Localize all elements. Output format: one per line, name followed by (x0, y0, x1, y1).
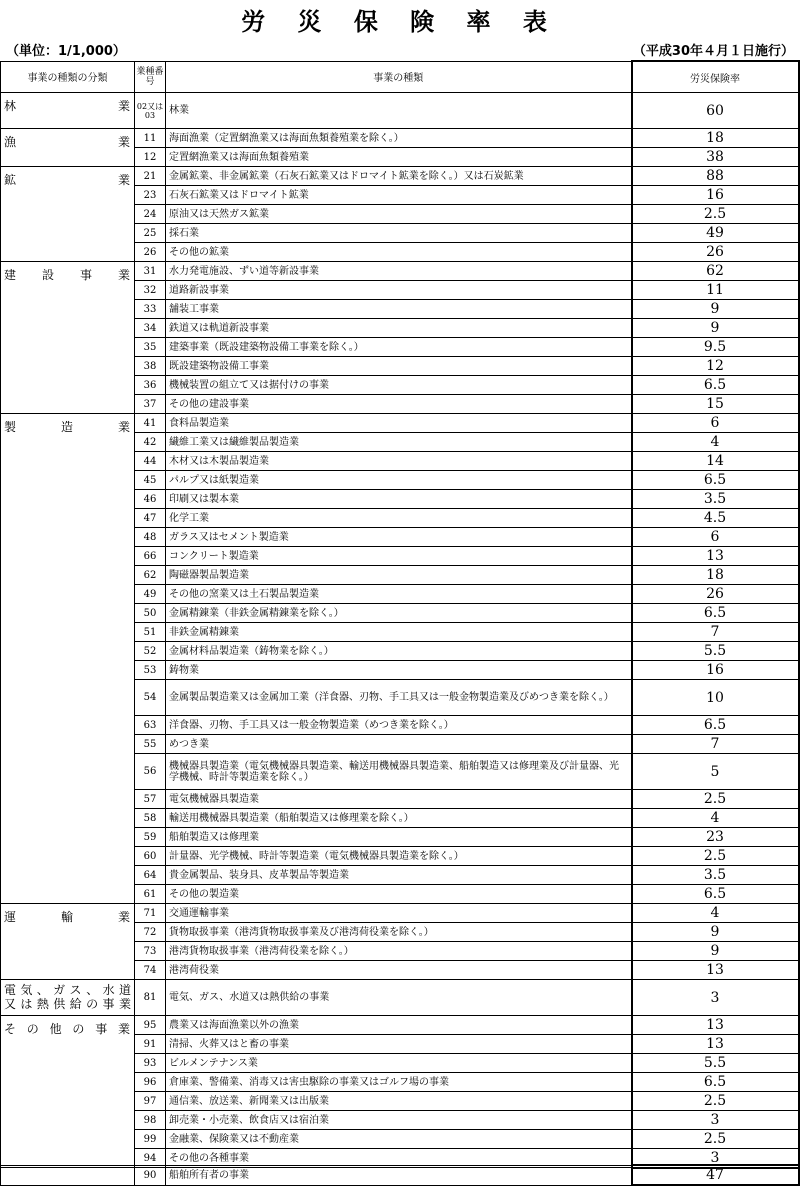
business-name: 林業 (166, 93, 632, 129)
table-row (1, 129, 799, 148)
rate-value: 3.5 (632, 490, 799, 509)
business-code: 54 (135, 680, 166, 716)
category-char: 事 (79, 268, 92, 282)
business-code: 45 (135, 471, 166, 490)
business-code: 24 (135, 205, 166, 224)
business-name: 陶磁器製品製造業 (166, 566, 632, 585)
business-name: 海面漁業（定置網漁業又は海面魚類養殖業を除く。） (166, 129, 632, 148)
rate-value: 6.5 (632, 716, 799, 735)
business-code: 02又は03 (135, 93, 166, 129)
business-name: その他の窯業又は土石製品製造業 (166, 585, 632, 604)
rate-value: 60 (632, 93, 799, 129)
footer-rate: 47 (632, 1165, 799, 1185)
rate-value: 6.5 (632, 376, 799, 395)
business-code: 60 (135, 847, 166, 866)
rate-value: 5 (632, 754, 799, 790)
business-code: 74 (135, 961, 166, 980)
category-char: 業 (117, 420, 130, 434)
business-name: ビルメンテナンス業 (166, 1054, 632, 1073)
rate-value: 4 (632, 904, 799, 923)
category-label-line: 又は熱供給の事業 (4, 997, 131, 1011)
footer-category-blank (1, 1165, 135, 1185)
business-code: 36 (135, 376, 166, 395)
business-code: 52 (135, 642, 166, 661)
rate-value: 3 (632, 980, 799, 1016)
business-code: 66 (135, 547, 166, 566)
category-cell (1, 904, 135, 980)
business-name: 計量器、光学機械、時計等製造業（電気機械器具製造業を除く。） (166, 847, 632, 866)
category-label (1, 268, 134, 282)
business-name: 舗装工事業 (166, 300, 632, 319)
business-code: 35 (135, 338, 166, 357)
category-label (1, 135, 134, 149)
business-name: 清掃、火葬又はと畜の事業 (166, 1035, 632, 1054)
business-name: 鉄道又は軌道新設事業 (166, 319, 632, 338)
business-name: 倉庫業、警備業、消毒又は害虫駆除の事業又はゴルフ場の事業 (166, 1073, 632, 1092)
category-char: 事 (95, 1022, 108, 1036)
business-name: 機械装置の組立て又は据付けの事業 (166, 376, 632, 395)
business-code: 57 (135, 790, 166, 809)
business-name: 化学工業 (166, 509, 632, 528)
business-code: 51 (135, 623, 166, 642)
footer-name: 船舶所有者の事業 (166, 1165, 632, 1185)
business-code: 93 (135, 1054, 166, 1073)
header-category: 事業の種類の分類 (1, 61, 135, 93)
business-name: 定置網漁業又は海面魚類養殖業 (166, 148, 632, 167)
business-code: 33 (135, 300, 166, 319)
rate-value: 5.5 (632, 642, 799, 661)
category-char: 業 (117, 173, 130, 187)
rate-value: 2.5 (632, 847, 799, 866)
rate-value: 15 (632, 395, 799, 414)
rate-value: 38 (632, 148, 799, 167)
rate-value: 6.5 (632, 471, 799, 490)
rate-value: 18 (632, 129, 799, 148)
table-row (1, 262, 799, 281)
rate-value: 16 (632, 661, 799, 680)
business-name: 原油又は天然ガス鉱業 (166, 205, 632, 224)
business-name: 船舶製造又は修理業 (166, 828, 632, 847)
business-code: 94 (135, 1149, 166, 1168)
rate-value: 7 (632, 735, 799, 754)
business-code: 31 (135, 262, 166, 281)
business-name: 食料品製造業 (166, 414, 632, 433)
category-label (1, 1022, 134, 1036)
rate-value: 9.5 (632, 338, 799, 357)
rate-value: 13 (632, 1035, 799, 1054)
business-name: その他の鉱業 (166, 243, 632, 262)
business-name: コンクリート製造業 (166, 547, 632, 566)
business-name: 金融業、保険業又は不動産業 (166, 1130, 632, 1149)
business-code: 53 (135, 661, 166, 680)
business-name: 印刷又は製本業 (166, 490, 632, 509)
category-label (1, 99, 134, 113)
business-name: 港湾貨物取扱事業（港湾荷役業を除く。） (166, 942, 632, 961)
business-name: パルプ又は紙製造業 (166, 471, 632, 490)
unit-note: （単位：1/1,000） (6, 44, 126, 59)
business-code: 56 (135, 754, 166, 790)
category-char: 業 (117, 99, 130, 113)
category-char: 造 (60, 420, 73, 434)
rate-value: 6 (632, 414, 799, 433)
business-code: 73 (135, 942, 166, 961)
business-code: 23 (135, 186, 166, 205)
business-code: 72 (135, 923, 166, 942)
table-row (1, 93, 799, 129)
business-name: その他の建設事業 (166, 395, 632, 414)
rate-value: 10 (632, 680, 799, 716)
business-code: 63 (135, 716, 166, 735)
business-name: 通信業、放送業、新聞業又は出版業 (166, 1092, 632, 1111)
category-char: 漁 (4, 135, 17, 149)
business-code: 44 (135, 452, 166, 471)
footer-code: 90 (135, 1165, 166, 1185)
category-char: の (26, 1022, 39, 1036)
business-name: 機械器具製造業（電気機械器具製造業、輸送用機械器具製造業、船舶製造又は修理業及び計量器、光学機械、時計等製造業を除く。） (166, 754, 632, 790)
business-code: 95 (135, 1016, 166, 1035)
business-name: 交通運輸事業 (166, 904, 632, 923)
category-cell (1, 129, 135, 167)
rate-value: 4.5 (632, 509, 799, 528)
business-name: 金属鉱業、非金属鉱業（石灰石鉱業又はドロマイト鉱業を除く。）又は石炭鉱業 (166, 167, 632, 186)
table-row (1, 414, 799, 433)
business-code: 47 (135, 509, 166, 528)
business-name: 洋食器、刃物、手工具又は一般金物製造業（めつき業を除く。） (166, 716, 632, 735)
effective-date: （平成30年４月１日施行） (632, 44, 794, 59)
rate-value: 26 (632, 243, 799, 262)
business-name: 電気機械器具製造業 (166, 790, 632, 809)
business-code: 49 (135, 585, 166, 604)
business-code: 21 (135, 167, 166, 186)
business-code: 26 (135, 243, 166, 262)
category-char: そ (4, 1022, 17, 1036)
business-code: 59 (135, 828, 166, 847)
footer-table (0, 1164, 800, 1186)
business-name: めつき業 (166, 735, 632, 754)
rate-table-body (1, 93, 799, 1168)
rate-value: 3.5 (632, 866, 799, 885)
category-char: 設 (41, 268, 54, 282)
business-name: 採石業 (166, 224, 632, 243)
business-name: 金属製品製造業又は金属加工業（洋食器、刃物、手工具又は一般金物製造業及びめつき業を除く。） (166, 680, 632, 716)
business-code: 25 (135, 224, 166, 243)
category-char: 製 (4, 420, 17, 434)
rate-value: 13 (632, 961, 799, 980)
business-name: 既設建築物設備工事業 (166, 357, 632, 376)
category-cell (1, 167, 135, 262)
category-cell (1, 414, 135, 904)
rate-value: 4 (632, 809, 799, 828)
rate-table (0, 60, 800, 1169)
category-char: 鉱 (4, 173, 17, 187)
table-row (1, 1165, 799, 1185)
rate-value: 13 (632, 547, 799, 566)
rate-value: 9 (632, 300, 799, 319)
rate-value: 16 (632, 186, 799, 205)
business-code: 48 (135, 528, 166, 547)
business-code: 34 (135, 319, 166, 338)
rate-value: 6.5 (632, 885, 799, 904)
business-name: 木材又は木製品製造業 (166, 452, 632, 471)
business-name: 港湾荷役業 (166, 961, 632, 980)
business-code: 55 (135, 735, 166, 754)
category-char: 業 (117, 268, 130, 282)
category-char: 運 (4, 910, 17, 924)
rate-value: 6.5 (632, 1073, 799, 1092)
business-code: 91 (135, 1035, 166, 1054)
rate-value: 3 (632, 1149, 799, 1168)
category-label (1, 173, 134, 187)
rate-value: 6 (632, 528, 799, 547)
business-code: 96 (135, 1073, 166, 1092)
rate-value: 13 (632, 1016, 799, 1035)
rate-value: 12 (632, 357, 799, 376)
table-row (1, 167, 799, 186)
rate-value: 14 (632, 452, 799, 471)
business-code: 58 (135, 809, 166, 828)
business-name: 輸送用機械器具製造業（船舶製造又は修理業を除く。） (166, 809, 632, 828)
business-name: その他の製造業 (166, 885, 632, 904)
category-char: の (72, 1022, 85, 1036)
business-name: 貴金属製品、装身具、皮革製品等製造業 (166, 866, 632, 885)
business-code: 11 (135, 129, 166, 148)
rate-value: 9 (632, 319, 799, 338)
category-label-line: 電気、ガス、水道 (4, 983, 131, 997)
table-row (1, 1016, 799, 1035)
business-code: 12 (135, 148, 166, 167)
category-char: 林 (4, 99, 17, 113)
business-name: 水力発電施設、ずい道等新設事業 (166, 262, 632, 281)
category-char: 輸 (60, 910, 73, 924)
header-code: 業種番号 (135, 61, 166, 93)
business-name: 金属材料品製造業（鋳物業を除く。） (166, 642, 632, 661)
rate-value: 9 (632, 942, 799, 961)
rate-value: 49 (632, 224, 799, 243)
rate-value: 2.5 (632, 205, 799, 224)
business-name: 繊維工業又は繊維製品製造業 (166, 433, 632, 452)
category-label (1, 420, 134, 434)
table-row (1, 904, 799, 923)
rate-value: 62 (632, 262, 799, 281)
business-code: 32 (135, 281, 166, 300)
category-char: 建 (4, 268, 17, 282)
rate-value: 2.5 (632, 1130, 799, 1149)
business-code: 37 (135, 395, 166, 414)
business-code: 42 (135, 433, 166, 452)
rate-value: 18 (632, 566, 799, 585)
rate-value: 23 (632, 828, 799, 847)
rate-value: 4 (632, 433, 799, 452)
business-code: 50 (135, 604, 166, 623)
category-char: 業 (117, 135, 130, 149)
business-code: 46 (135, 490, 166, 509)
business-name: 石灰石鉱業又はドロマイト鉱業 (166, 186, 632, 205)
business-code: 98 (135, 1111, 166, 1130)
category-cell (1, 1016, 135, 1168)
business-name: 農業又は海面漁業以外の漁業 (166, 1016, 632, 1035)
business-name: 卸売業・小売業、飲食店又は宿泊業 (166, 1111, 632, 1130)
rate-value: 5.5 (632, 1054, 799, 1073)
business-code: 62 (135, 566, 166, 585)
rate-value: 6.5 (632, 604, 799, 623)
rate-value: 88 (632, 167, 799, 186)
business-name: 貨物取扱事業（港湾貨物取扱事業及び港湾荷役業を除く。） (166, 923, 632, 942)
business-name: 道路新設事業 (166, 281, 632, 300)
rate-value: 26 (632, 585, 799, 604)
rate-value: 3 (632, 1111, 799, 1130)
business-name: 建築事業（既設建築物設備工事業を除く。） (166, 338, 632, 357)
category-char: 業 (117, 1022, 130, 1036)
business-code: 71 (135, 904, 166, 923)
rate-value: 11 (632, 281, 799, 300)
business-name: 電気、ガス、水道又は熱供給の事業 (166, 980, 632, 1016)
business-name: 鋳物業 (166, 661, 632, 680)
header-rate: 労災保険率 (632, 61, 799, 93)
category-cell (1, 980, 135, 1016)
business-code: 81 (135, 980, 166, 1016)
business-code: 97 (135, 1092, 166, 1111)
category-cell (1, 262, 135, 414)
category-cell (1, 93, 135, 129)
category-char: 業 (117, 910, 130, 924)
rate-value: 2.5 (632, 1092, 799, 1111)
business-code: 61 (135, 885, 166, 904)
business-name: 非鉄金属精錬業 (166, 623, 632, 642)
category-char: 他 (49, 1022, 62, 1036)
business-name: 金属精錬業（非鉄金属精錬業を除く。） (166, 604, 632, 623)
table-row (1, 980, 799, 1016)
rate-value: 9 (632, 923, 799, 942)
business-name: その他の各種事業 (166, 1149, 632, 1168)
rate-value: 2.5 (632, 790, 799, 809)
business-code: 41 (135, 414, 166, 433)
business-code: 99 (135, 1130, 166, 1149)
business-code: 64 (135, 866, 166, 885)
business-name: ガラス又はセメント製造業 (166, 528, 632, 547)
header-business: 事業の種類 (166, 61, 632, 93)
rate-value: 7 (632, 623, 799, 642)
business-code: 38 (135, 357, 166, 376)
page-title: 労 災 保 険 率 表 (241, 8, 559, 36)
category-label (1, 910, 134, 924)
